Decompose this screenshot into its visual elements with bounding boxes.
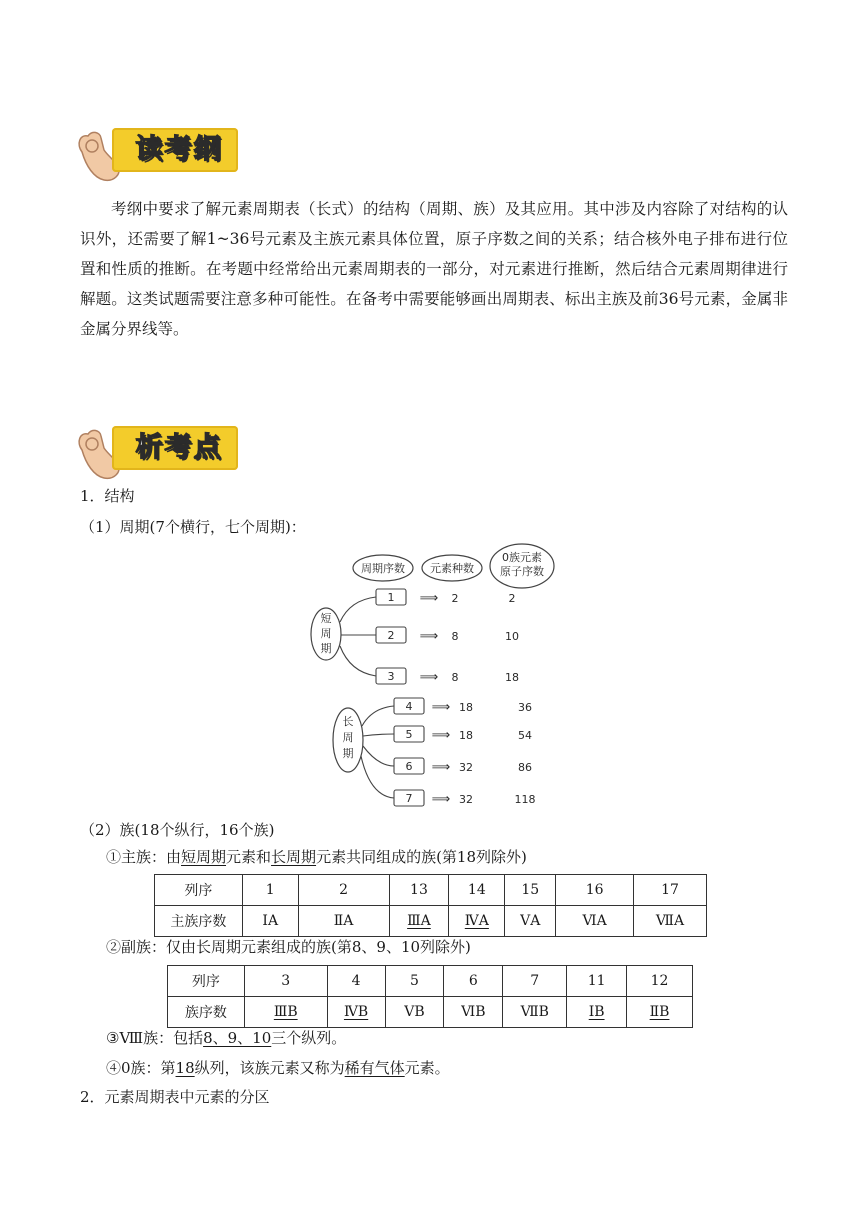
table-cell: ⅠA <box>242 906 298 937</box>
underlined-term: 短周期 <box>181 848 227 866</box>
underlined-term: ⅢA <box>407 913 431 929</box>
header-zero-group: 0族元素 <box>502 551 542 564</box>
svg-text:1: 1 <box>387 591 395 604</box>
table-cell: ⅤB <box>385 997 444 1028</box>
svg-text:18: 18 <box>459 729 473 742</box>
svg-text:18: 18 <box>459 701 473 714</box>
table-cell: 13 <box>389 875 449 906</box>
table-cell: 族序数 <box>168 997 245 1028</box>
short-label-3: 期 <box>320 642 332 655</box>
period-row <box>394 726 532 743</box>
table-cell: 12 <box>627 966 693 997</box>
table-row <box>155 875 707 906</box>
table-cell <box>627 997 693 1028</box>
period-row <box>394 698 532 715</box>
table-cell: ⅦA <box>634 906 707 937</box>
table-cell: 6 <box>444 966 503 997</box>
svg-text:5: 5 <box>405 728 413 741</box>
underlined-term: 8、9、10 <box>203 1029 272 1047</box>
table-cell: 2 <box>298 875 389 906</box>
analyze-points-banner <box>74 420 244 482</box>
svg-text:7: 7 <box>405 792 413 805</box>
svg-text:⟹: ⟹ <box>419 670 439 685</box>
section-heading: 2．元素周期表中元素的分区 <box>80 1088 270 1106</box>
table-cell: ⅦB <box>503 997 567 1028</box>
text-span: 三个纵列。 <box>271 1029 347 1047</box>
table-cell: 3 <box>244 966 327 997</box>
header-count: 元素种数 <box>430 562 474 575</box>
svg-text:3: 3 <box>387 670 395 683</box>
svg-text:⟹: ⟹ <box>431 760 451 775</box>
table-cell <box>244 997 327 1028</box>
text-span: ③Ⅷ族：包括 <box>106 1029 204 1047</box>
text-span: 纵列，该族元素又称为 <box>194 1059 345 1077</box>
svg-text:⟹: ⟹ <box>419 591 439 606</box>
long-label-3: 期 <box>342 747 354 760</box>
table-cell: 16 <box>556 875 634 906</box>
table-cell: ⅤA <box>505 906 556 937</box>
svg-text:⟹: ⟹ <box>431 728 451 743</box>
short-label-2: 周 <box>320 627 332 640</box>
period-row <box>376 627 519 644</box>
period-row <box>376 668 519 685</box>
svg-text:8: 8 <box>451 630 459 643</box>
table-cell: 15 <box>505 875 556 906</box>
table-cell: 列序 <box>155 875 243 906</box>
table-cell <box>327 997 385 1028</box>
period-diagram <box>300 542 562 812</box>
banner-title: 读考纲 <box>135 134 223 165</box>
table-row <box>155 906 707 937</box>
short-label-1: 短 <box>320 612 332 625</box>
svg-text:2: 2 <box>451 592 459 605</box>
svg-text:6: 6 <box>405 760 413 773</box>
table-cell: 1 <box>242 875 298 906</box>
svg-text:86: 86 <box>518 761 532 774</box>
svg-text:⟹: ⟹ <box>419 629 439 644</box>
section-heading: 1．结构 <box>80 487 135 505</box>
table-cell: ⅥA <box>556 906 634 937</box>
svg-text:2: 2 <box>508 592 516 605</box>
period-row <box>394 790 536 807</box>
table-cell: ⅡA <box>298 906 389 937</box>
underlined-term: ⅠB <box>588 1004 605 1020</box>
svg-text:⟹: ⟹ <box>431 700 451 715</box>
table-cell <box>449 906 505 937</box>
main-group-table <box>154 874 707 937</box>
table-cell <box>567 997 627 1028</box>
table-row <box>168 966 693 997</box>
svg-text:54: 54 <box>518 729 532 742</box>
long-label-2: 周 <box>342 731 354 744</box>
group-zero-description <box>106 1057 450 1078</box>
svg-text:2: 2 <box>387 629 395 642</box>
table-cell: 14 <box>449 875 505 906</box>
svg-text:10: 10 <box>505 630 519 643</box>
svg-text:⟹: ⟹ <box>431 792 451 807</box>
read-outline-banner <box>74 122 244 184</box>
main-group-description <box>106 846 527 867</box>
underlined-term: ⅢB <box>273 1004 298 1020</box>
sub-group-table <box>167 965 693 1028</box>
long-label-1: 长 <box>342 715 354 728</box>
underlined-term: 18 <box>175 1059 195 1077</box>
text-span: 元素共同组成的族(第18列除外) <box>316 848 527 866</box>
underlined-term: 长周期 <box>271 848 317 866</box>
text-span: ④0族：第 <box>106 1059 176 1077</box>
table-cell: 17 <box>634 875 707 906</box>
table-cell: 主族序数 <box>155 906 243 937</box>
text-span: 元素和 <box>226 848 272 866</box>
underlined-term: ⅣA <box>464 913 489 929</box>
table-cell: ⅥB <box>444 997 503 1028</box>
table-cell: 7 <box>503 966 567 997</box>
table-cell: 5 <box>385 966 444 997</box>
svg-text:4: 4 <box>405 700 413 713</box>
group-viii-description <box>106 1027 346 1048</box>
period-row <box>394 758 532 775</box>
svg-text:36: 36 <box>518 701 532 714</box>
banner-title: 析考点 <box>135 432 223 463</box>
table-cell <box>389 906 449 937</box>
table-cell: 11 <box>567 966 627 997</box>
underlined-term: ⅣB <box>343 1004 369 1020</box>
period-row <box>376 589 516 606</box>
underlined-term: ⅡB <box>649 1004 670 1020</box>
svg-text:32: 32 <box>459 761 473 774</box>
svg-text:8: 8 <box>451 671 459 684</box>
table-cell: 4 <box>327 966 385 997</box>
header-atomic-number: 原子序数 <box>500 565 544 578</box>
period-heading: （1）周期(7个横行，七个周期)： <box>80 518 306 536</box>
svg-text:18: 18 <box>505 671 519 684</box>
svg-text:118: 118 <box>514 793 536 806</box>
text-span: 元素。 <box>404 1059 450 1077</box>
intro-paragraph: 考纲中要求了解元素周期表（长式）的结构（周期、族）及其应用。其中涉及内容除了对结构的认识外，还需要了解1~36号元素及主族元素具体位置，原子序数之间的关系；结合核外电子排布进行位置和性质的推断。在考题中经常给出元素周期表的一部分，对元素进行推断，然后结合元素周期律进行解题。这类试题需要注意多种可能性。在备考中需要能够画出周期表、标出主族及前36号元素，金属非金属分界线等。 <box>80 200 788 338</box>
underlined-term: 稀有气体 <box>344 1059 405 1077</box>
header-period: 周期序数 <box>361 562 405 575</box>
table-row <box>168 997 693 1028</box>
group-heading: （2）族(18个纵行，16个族) <box>80 821 275 839</box>
text-span: ①主族：由 <box>106 848 182 866</box>
table-cell: 列序 <box>168 966 245 997</box>
svg-text:32: 32 <box>459 793 473 806</box>
sub-group-description: ②副族：仅由长周期元素组成的族(第8、9、10列除外) <box>106 938 471 956</box>
